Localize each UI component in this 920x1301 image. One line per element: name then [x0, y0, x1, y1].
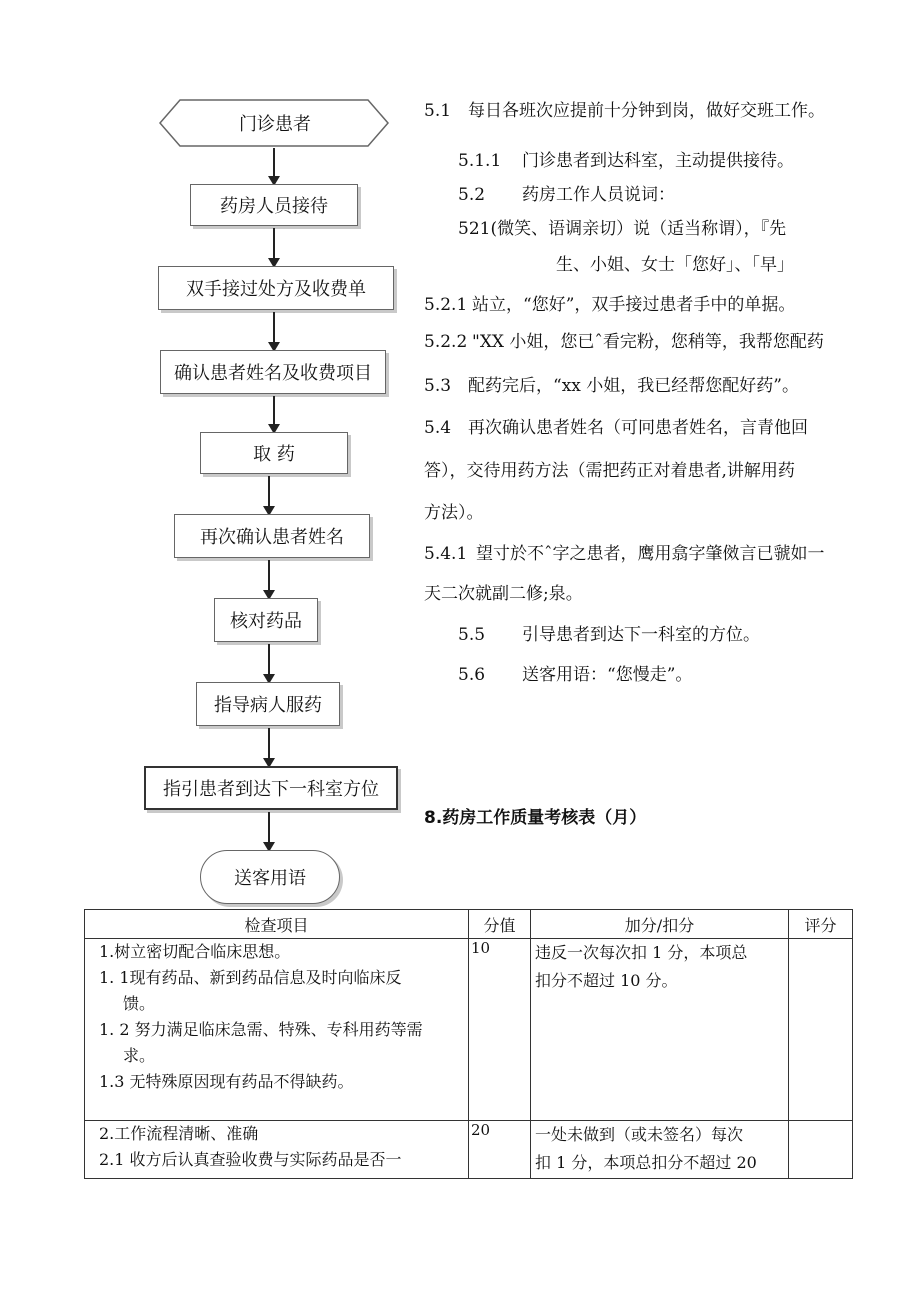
table-row: [85, 939, 853, 1121]
flow-step-receive-prescription: 双手接过处方及收费单: [158, 266, 394, 310]
procedure-line: 生、小姐、女士「您好」、「早」: [556, 255, 794, 275]
rating-cell[interactable]: [789, 1121, 853, 1179]
flow-step-take-medicine: 取 药: [200, 432, 348, 474]
procedure-line: 521(微笑、语调亲切）说（适当称谓），『先: [458, 219, 787, 239]
check-item: 求。: [123, 1046, 156, 1065]
flow-step-guide-medication: 指导病人服药: [196, 682, 340, 726]
check-item: 2.工作流程清晰、准确: [99, 1124, 259, 1143]
flow-step-reconfirm-name: 再次确认患者姓名: [174, 514, 370, 558]
score-value: 20: [469, 1121, 531, 1179]
procedure-line: 5.5 引导患者到达下一科室的方位。: [458, 625, 760, 645]
check-item: 1.树立密切配合临床思想。: [99, 942, 291, 961]
rating-cell[interactable]: [789, 939, 853, 1121]
table-title: 8.药房工作质量考核表（月）: [424, 808, 647, 828]
table-header-row: [85, 910, 853, 939]
flow-step-confirm-name-items: 确认患者姓名及收费项目: [160, 350, 386, 394]
flow-arrow: [268, 476, 270, 514]
flow-step-reception: 药房人员接待: [190, 184, 358, 226]
flow-arrow: [273, 148, 275, 184]
procedure-line: 5.6 送客用语：“您慢走”。: [458, 665, 693, 685]
procedure-line: 5.1.1 门诊患者到达科室，主动提供接待。: [458, 151, 794, 171]
procedure-line: 方法）。: [424, 503, 484, 523]
header-score: 分值: [469, 910, 531, 939]
check-item: 1. 2 努力满足临床急需、特殊、专科用药等需: [99, 1020, 423, 1039]
header-check-item: 检查项目: [85, 910, 469, 939]
rule-line: 一处未做到（或未签名）每次: [535, 1125, 744, 1144]
procedure-line: 5.4.1 望寸於不ˆ字之患者，鹰用翕字肇傚言已虢如一: [424, 544, 825, 564]
procedure-line: 5.3 配药完后，“xx 小姐，我已经帮您配好药”。: [424, 376, 799, 396]
check-item: 1.3 无特殊原因现有药品不得缺药。: [99, 1072, 354, 1091]
procedure-line: 5.1 每日各班次应提前十分钟到岗，做好交班工作。: [424, 101, 825, 121]
rule-line: 扣 1 分，本项总扣分不超过 20: [535, 1153, 757, 1172]
quality-assessment-table: [84, 909, 853, 1179]
procedure-line: 5.2 药房工作人员说词：: [458, 185, 675, 205]
check-item: 1. 1现有药品、新到药品信息及时向临床反: [99, 968, 402, 987]
flow-arrow: [268, 560, 270, 598]
score-value: 10: [469, 939, 531, 1121]
header-rating: 评分: [789, 910, 853, 939]
check-items-cell: [85, 939, 469, 1121]
rule-cell: [531, 1121, 789, 1179]
flow-start: 门诊患者: [239, 114, 311, 135]
header-add-deduct: 加分/扣分: [531, 910, 789, 939]
procedure-line: 答），交待用药方法（需把药正对着患者,讲解用药: [424, 461, 795, 481]
flow-arrow: [273, 228, 275, 266]
procedure-line: 5.2.1 站立，“您好”，双手接过患者手中的单据。: [424, 295, 796, 315]
flow-arrow: [268, 644, 270, 682]
procedure-line: 天二次就副二修;泉。: [424, 584, 583, 604]
rule-line: 扣分不超过 10 分。: [535, 971, 678, 990]
check-item: 2.1 收方后认真查验收费与实际药品是否一: [99, 1150, 402, 1169]
flow-step-guide-next-department: 指引患者到达下一科室方位: [144, 766, 398, 810]
procedure-line: 5.4 再次确认患者姓名（可冋患者姓名，言青他回: [424, 418, 808, 438]
flow-arrow: [268, 728, 270, 766]
procedure-line: 5.2.2 "XX 小姐，您已ˆ看完粉，您稍等，我帮您配药: [424, 332, 824, 352]
rule-line: 违反一次每次扣 1 分，本项总: [535, 943, 748, 962]
flow-end: 送客用语: [200, 850, 340, 904]
flow-step-check-medicine: 核对药品: [214, 598, 318, 642]
pharmacy-service-flowchart: [150, 90, 400, 910]
check-item: 馈。: [123, 994, 156, 1013]
flow-arrow: [268, 812, 270, 850]
flow-arrow: [273, 312, 275, 350]
flow-arrow: [273, 396, 275, 432]
check-items-cell: [85, 1121, 469, 1179]
table-row: [85, 1121, 853, 1179]
rule-cell: [531, 939, 789, 1121]
